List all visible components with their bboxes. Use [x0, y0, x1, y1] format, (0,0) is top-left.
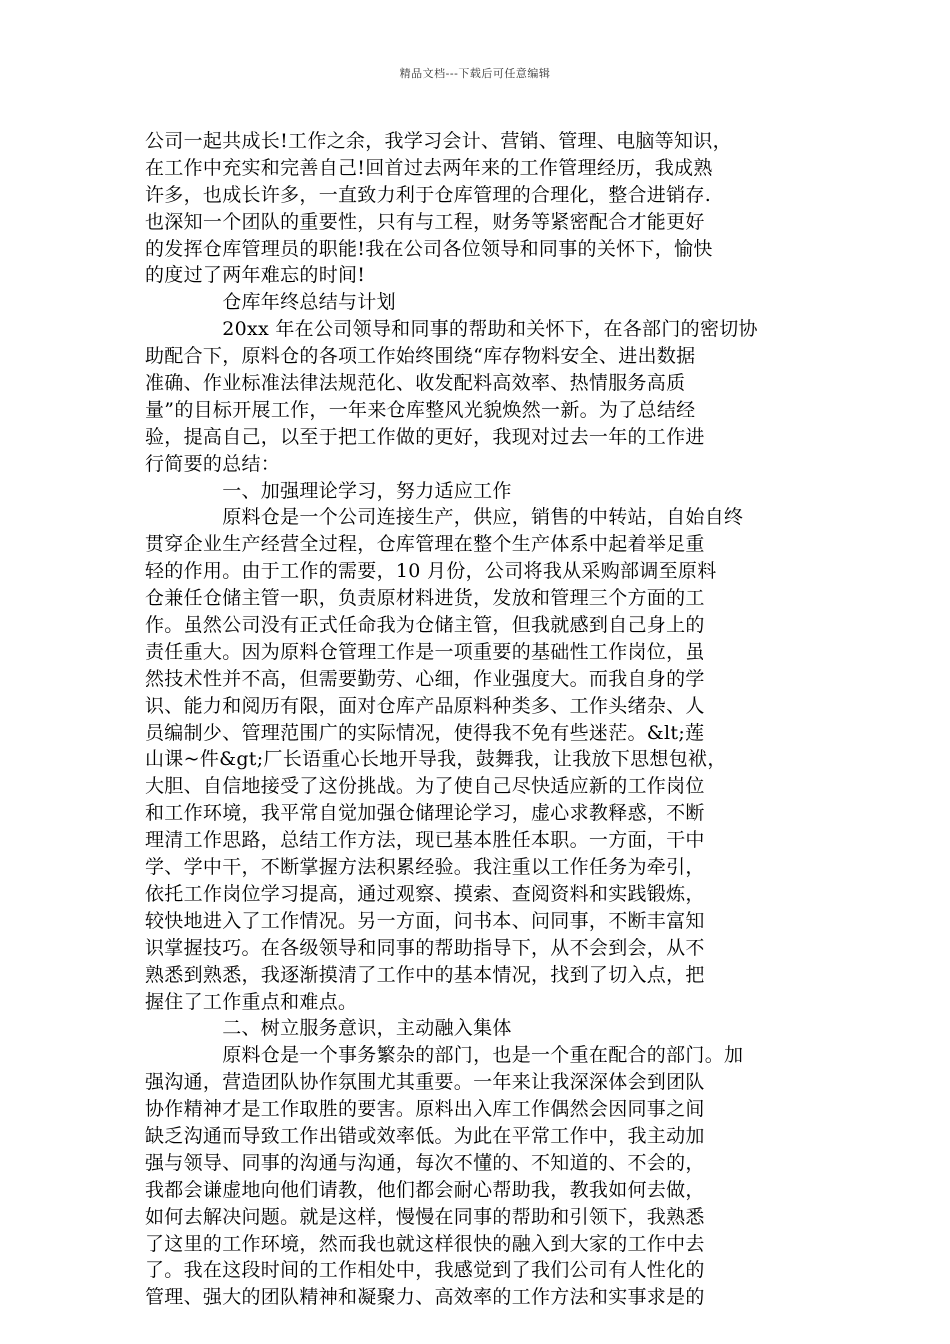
body-line: 轻的作用。由于工作的需要，10 月份，公司将我从采购部调至原料	[145, 560, 717, 583]
body-line: 也深知一个团队的重要性，只有与工程，财务等紧密配合才能更好	[145, 210, 705, 233]
body-line: 了这里的工作环境，然而我也就这样很快的融入到大家的工作中去	[145, 1232, 705, 1255]
body-line: 的度过了两年难忘的时间!	[145, 264, 366, 287]
body-line: 仓兼任仓储主管一职，负责原材料进货，发放和管理三个方面的工	[145, 587, 705, 610]
body-line: 握住了工作重点和难点。	[145, 990, 358, 1013]
body-line: 识、能力和阅历有限，面对仓库产品原料种类多、工作头绪杂、人	[145, 694, 705, 717]
body-line: 和工作环境，我平常自觉加强仓储理论学习，虚心求教释惑，不断	[145, 802, 705, 825]
body-line: 员编制少、管理范围广的实际情况，使得我不免有些迷茫。&lt;莲	[145, 721, 705, 744]
body-line: 作。虽然公司没有正式任命我为仓储主管，但我就感到自己身上的	[145, 614, 705, 637]
body-line: 了。我在这段时间的工作相处中，我感觉到了我们公司有人性化的	[145, 1259, 705, 1282]
body-line: 强沟通，营造团队协作氛围尤其重要。一年来让我深深体会到团队	[145, 1071, 705, 1094]
body-line: 依托工作岗位学习提高，通过观察、摸索、查阅资料和实践锻炼，	[145, 882, 705, 905]
body-line: 识掌握技巧。在各级领导和同事的帮助指导下，从不会到会，从不	[145, 936, 705, 959]
body-line: 二、树立服务意识，主动融入集体	[145, 1017, 512, 1040]
body-line: 管理、强大的团队精神和凝聚力、高效率的工作方法和实事求是的	[145, 1286, 705, 1309]
body-line: 缺乏沟通而导致工作出错或效率低。为此在平常工作中，我主动加	[145, 1124, 705, 1147]
body-line: 我都会谦虚地向他们请教，他们都会耐心帮助我，教我如何去做，	[145, 1178, 705, 1201]
body-line: 验，提高自己，以至于把工作做的更好，我现对过去一年的工作进	[145, 425, 705, 448]
body-line: 准确、作业标准法律法规范化、收发配料高效率、热情服务高质	[145, 372, 686, 395]
body-line: 助配合下，原料仓的各项工作始终围绕“库存物料安全、进出数据	[145, 345, 696, 368]
body-line: 山课~件&gt;厂长语重心长地开导我，鼓舞我，让我放下思想包袱，	[145, 748, 727, 771]
body-line: 熟悉到熟悉，我逐渐摸清了工作中的基本情况，找到了切入点，把	[145, 963, 705, 986]
body-line: 一、加强理论学习，努力适应工作	[145, 479, 512, 502]
body-line: 许多，也成长许多，一直致力利于仓库管理的合理化，整合进销存.	[145, 183, 712, 206]
body-line: 公司一起共成长!工作之余，我学习会计、营销、管理、电脑等知识，	[145, 130, 732, 152]
document-body	[145, 128, 805, 1311]
body-line: 如何去解决问题。就是这样，慢慢在同事的帮助和引领下，我熟悉	[145, 1205, 705, 1228]
body-line: 理清工作思路，总结工作方法，现已基本胜任本职。一方面，干中	[145, 829, 705, 852]
body-line: 责任重大。因为原料仓管理工作是一项重要的基础性工作岗位，虽	[145, 640, 705, 663]
body-line: 学、学中干，不断掌握方法积累经验。我注重以工作任务为牵引，	[145, 856, 705, 879]
body-line: 行简要的总结：	[145, 452, 281, 475]
body-line: 20xx 年在公司领导和同事的帮助和关怀下，在各部门的密切协	[145, 318, 758, 341]
body-line: 原料仓是一个事务繁杂的部门，也是一个重在配合的部门。加	[145, 1044, 744, 1067]
body-line: 量”的目标开展工作，一年来仓库整风光貌焕然一新。为了总结经	[145, 398, 696, 421]
body-line: 在工作中充实和完善自己!回首过去两年来的工作管理经历，我成熟	[145, 156, 713, 179]
body-line: 协作精神才是工作取胜的要害。原料出入库工作偶然会因同事之间	[145, 1098, 705, 1121]
body-line: 仓库年终总结与计划	[145, 291, 396, 314]
body-line: 原料仓是一个公司连接生产，供应，销售的中转站，自始自终	[145, 506, 744, 529]
body-line: 然技术性并不高，但需要勤劳、心细，作业强度大。而我自身的学	[145, 667, 705, 690]
body-line: 较快地进入了工作情况。另一方面，问书本、问同事，不断丰富知	[145, 909, 705, 932]
page-header: 精品文档---下载后可任意编辑	[399, 67, 551, 80]
body-line: 大胆、自信地接受了这份挑战。为了使自己尽快适应新的工作岗位	[145, 775, 705, 798]
body-line: 贯穿企业生产经营全过程，仓库管理在整个生产体系中起着举足重	[145, 533, 705, 556]
body-line: 的发挥仓库管理员的职能!我在公司各位领导和同事的关怀下，愉快	[145, 237, 713, 260]
body-line: 强与领导、同事的沟通与沟通，每次不懂的、不知道的、不会的，	[145, 1151, 705, 1174]
